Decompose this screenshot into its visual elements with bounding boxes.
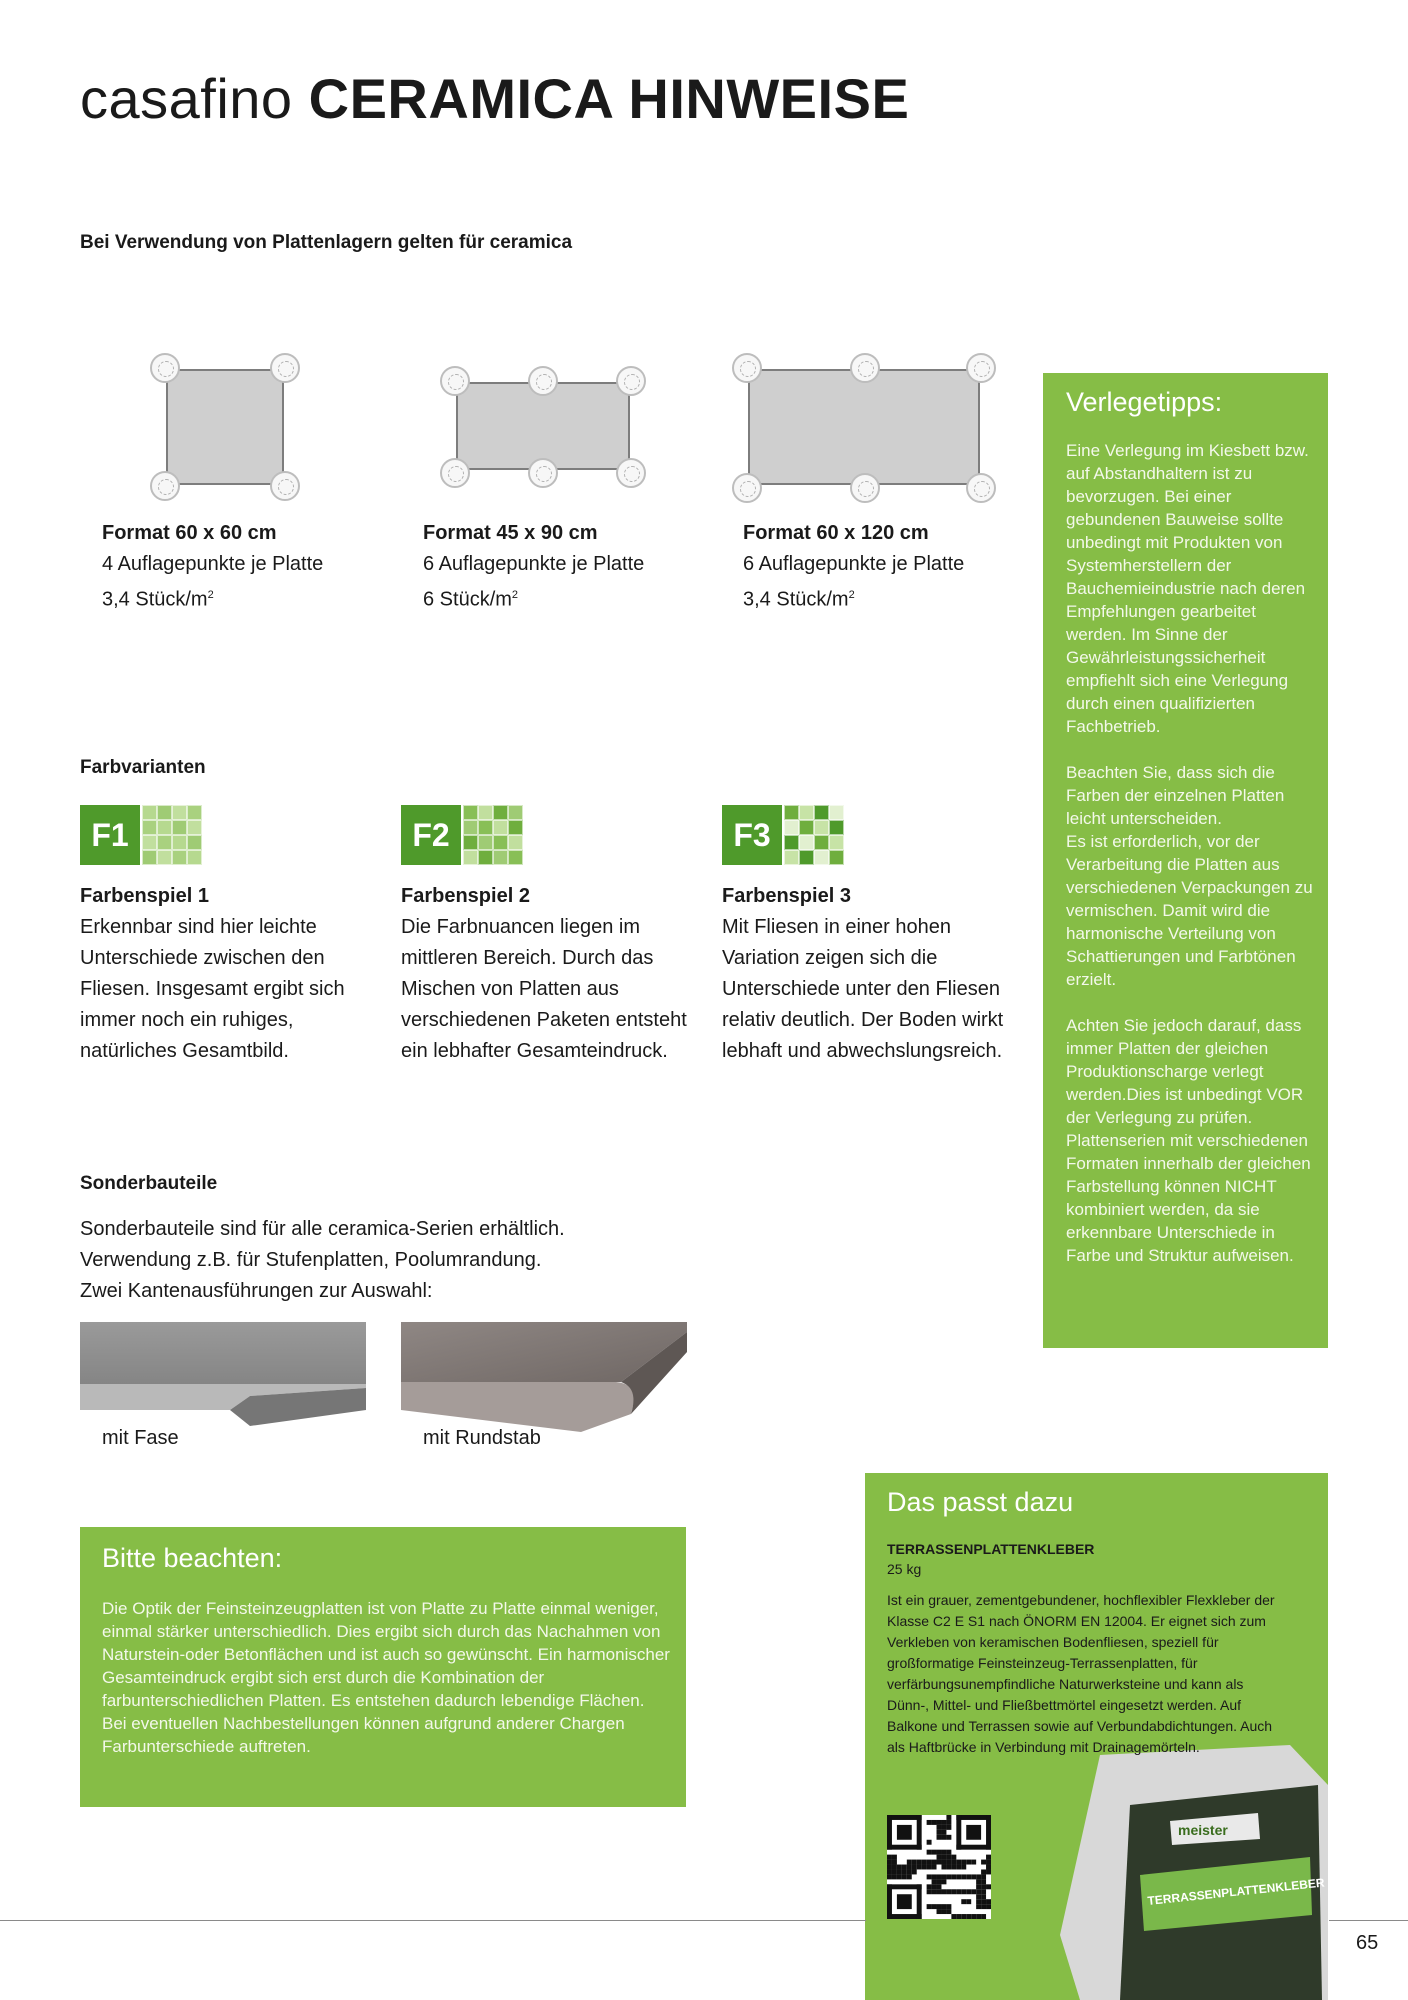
diagram-45x90 [440,366,648,488]
mosaic-tile [478,835,493,850]
mosaic-tile [187,835,202,850]
mosaic-tile [508,805,523,820]
edge-fase-image [80,1322,366,1426]
mosaic-tile [187,820,202,835]
product-weight: 25 kg [887,1561,922,1577]
farbenspiel-text: Erkennbar sind hier leichte Unterschiede zwischen den Fliesen. Insgesamt ergibt sich immer noch ein ruhiges, natürliches Gesamtbild. [80,916,345,1062]
format-name: Format 45 x 90 cm [423,522,598,544]
farbenspiel-title: Farbenspiel 2 [401,885,530,907]
support-pad [966,353,996,383]
adhesive-bag-image [1060,1745,1328,2000]
mosaic-tile [187,850,202,865]
mosaic-tile [508,835,523,850]
tip-paragraph: Achten Sie jedoch darauf, dass immer Platten der gleichen Produktionscharge verlegt werden.Dies ist unbedingt VOR der Verlegung zu prüfen. [1066,1016,1304,1127]
beachten-box [80,1527,686,1807]
support-pad [850,473,880,503]
verlegetipps-heading: Verlegetipps: [1066,387,1223,417]
mosaic-tile [493,850,508,865]
mosaic-tile [799,805,814,820]
mosaic-tile [784,820,799,835]
mosaic-tile [799,850,814,865]
support-pad [850,353,880,383]
mosaic-tile [829,820,844,835]
bag-label-text: TERRASSENPLATTENKLEBER [1146,1875,1326,1908]
format-qty: 3,4 Stück/m [102,588,208,611]
mosaic-tile [508,850,523,865]
diagram-60x60 [150,353,302,501]
mosaic-tile [508,820,523,835]
mosaic-tile [157,835,172,850]
product-name: TERRASSENPLATTENKLEBER [887,1541,1095,1557]
mosaic-tile [463,820,478,835]
farbenspiel-2 [401,881,701,1067]
caption-fase: mit Fase [102,1427,179,1449]
edge-rundstab-image [401,1322,687,1432]
intro-heading: Bei Verwendung von Plattenlagern gelten für ceramica [80,232,573,253]
bag-brand-text: meister [1178,1822,1228,1838]
beachten-heading: Bitte beachten: [102,1543,283,1573]
tip-paragraph: Beachten Sie, dass sich die Farben der einzelnen Platten leicht unterscheiden. [1066,763,1285,828]
slab [166,369,284,485]
mosaic-tile [172,805,187,820]
mosaic-tile [172,820,187,835]
page-number: 65 [1356,1932,1379,1954]
farbenspiel-text: Die Farbnuancen liegen im mittleren Bereich. Durch das Mischen von Platten aus verschiedenen Paketen entsteht ein lebhafter Gesamteindruck. [401,916,687,1062]
mosaic-tile [814,820,829,835]
support-pad [440,366,470,396]
farbenspiel-title: Farbenspiel 3 [722,885,851,907]
tip-paragraph: Plattenserien mit verschiedenen Formaten innerhalb der gleichen Farbstellung können NICHT kombiniert werden, da sie erkennbare Unterschiede in Farbe und Struktur aufweisen. [1066,1131,1311,1265]
mosaic-tile [172,835,187,850]
mosaic-tile [187,805,202,820]
sonderbauteile-line: Zwei Kantenausführungen zur Auswahl: [80,1280,433,1302]
slab [748,369,980,485]
mosaic-tile [172,850,187,865]
format-qty-sup: 2 [848,589,855,601]
beachten-text: Die Optik der Feinsteinzeugplatten ist von Platte zu Platte einmal weniger, einmal stärker unterschiedlich. Dies ergibt sich durch das Nachahmen von Naturstein-oder Betonflächen und ist auch so gewünscht. Ein harmonischer Gesamteindruck ergibt sich erst durch die Kombination der farbunterschiedlichen Platten. Es entstehen dadurch lebendige Flächen. Bei eventuellen Nachbestellungen können aufgrund anderer Chargen Farbunterschiede auftreten. [102,1599,670,1756]
mosaic-tile [493,805,508,820]
mosaic-tile [142,850,157,865]
mosaic-tile [157,805,172,820]
sonderbauteile-text [80,1214,700,1307]
mosaic-tile [493,835,508,850]
title-text: CERAMICA HINWEISE [308,67,910,130]
support-pad [616,366,646,396]
tip-paragraph: Es ist erforderlich, vor der Verarbeitung die Platten aus verschiedenen Verpackungen zu vermischen. Damit wird die harmonische Verteilung von Schattierungen und Farbtönen erzielt. [1066,832,1313,989]
support-pad [966,473,996,503]
format-info [423,518,683,616]
brand-name: casafino [80,67,293,130]
format-qty-sup: 2 [207,589,214,601]
page-title [80,66,909,131]
format-points: 4 Auflagepunkte je Platte [102,553,324,575]
footer-rule [1329,1920,1408,1921]
farbenspiel-1 [80,881,375,1067]
product-description: Ist ein grauer, zementgebundener, hochflexibler Flexkleber der Klasse C2 E S1 nach ÖNORM EN 12004. Er eignet sich zum Verkleben von keramischen Bodenfliesen, speziell für großformatige Feinsteinzeug-Terrassenplatten, für verfärbungsunempfindliche Naturwerksteine und kann als Dünn-, Mittel- und Fließbettmörtel eingesetzt werden. Auf Balkone und Terrassen sowie auf Verbundabdichtungen. Auch als Haftbrücke in Verbindung mit Drainagemörteln. [887,1592,1275,1755]
sonderbauteile-line: Verwendung z.B. für Stufenplatten, Poolumrandung. [80,1249,542,1271]
mosaic-tile [142,835,157,850]
mosaic-tile [814,850,829,865]
format-points: 6 Auflagepunkte je Platte [743,553,965,575]
caption-rundstab: mit Rundstab [423,1427,541,1449]
farbenspiel-title: Farbenspiel 1 [80,885,209,907]
mosaic-tile [799,820,814,835]
mosaic-tile [829,805,844,820]
mosaic-tile [463,805,478,820]
mosaic-tile [814,835,829,850]
qr-code[interactable] [887,1815,991,1919]
mosaic-tile [478,850,493,865]
mosaic-tile [478,820,493,835]
format-qty: 6 Stück/m [423,588,512,611]
diagram-60x120 [732,353,998,503]
support-pad [528,458,558,488]
mosaic-tile [784,850,799,865]
support-pad [440,458,470,488]
mosaic-tile [493,820,508,835]
support-pad [150,353,180,383]
support-pad [732,473,762,503]
mosaic-tile [784,805,799,820]
format-name: Format 60 x 120 cm [743,522,929,544]
mosaic-tile [157,820,172,835]
support-pad [528,366,558,396]
mosaic-tile [142,820,157,835]
mosaic-tile [157,850,172,865]
mosaic-tile [829,835,844,850]
verlegetipps-text [1066,439,1316,1290]
badge-f2: F2 [401,805,461,865]
mosaic-tile [142,805,157,820]
mosaic-tile [463,835,478,850]
support-pad [616,458,646,488]
footer-rule [0,1920,866,1921]
verlegetipps-box [1043,373,1328,1348]
format-info [102,518,362,616]
mosaic-tile [463,850,478,865]
support-pad [150,471,180,501]
passt-dazu-box [865,1473,1328,2000]
color-mosaic-f1 [142,805,202,865]
support-pad [270,353,300,383]
format-qty: 3,4 Stück/m [743,588,849,611]
mosaic-tile [799,835,814,850]
farbenspiel-text: Mit Fliesen in einer hohen Variation zeigen sich die Unterschiede unter den Fliesen relativ deutlich. Der Boden wirkt lebhaft und abwechslungsreich. [722,916,1004,1062]
tip-paragraph: Eine Verlegung im Kiesbett bzw. auf Abstandhaltern ist zu bevorzugen. Bei einer gebundenen Bauweise sollte unbedingt mit Produkten von Systemherstellern der Bauchemieindustrie nach deren Empfehlungen gearbeitet werden. Im Sinne der Gewährleistungssicherheit empfiehlt sich eine Verlegung durch einen qualifizierten Fachbetrieb. [1066,441,1309,736]
sonderbauteile-heading: Sonderbauteile [80,1173,218,1194]
support-pad [732,353,762,383]
format-qty-sup: 2 [511,589,519,601]
mosaic-tile [784,835,799,850]
badge-f3: F3 [722,805,782,865]
sonderbauteile-line: Sonderbauteile sind für alle ceramica-Serien erhältlich. [80,1218,565,1240]
passt-heading: Das passt dazu [887,1487,1074,1517]
format-info [743,518,1003,616]
format-points: 6 Auflagepunkte je Platte [423,553,645,575]
farbenspiel-3 [722,881,1012,1067]
mosaic-tile [814,805,829,820]
badge-f1: F1 [80,805,140,865]
support-pad [270,471,300,501]
farbvarianten-heading: Farbvarianten [80,757,206,778]
mosaic-tile [478,805,493,820]
color-mosaic-f3 [784,805,844,865]
color-mosaic-f2 [463,805,523,865]
format-name: Format 60 x 60 cm [102,522,277,544]
mosaic-tile [829,850,844,865]
